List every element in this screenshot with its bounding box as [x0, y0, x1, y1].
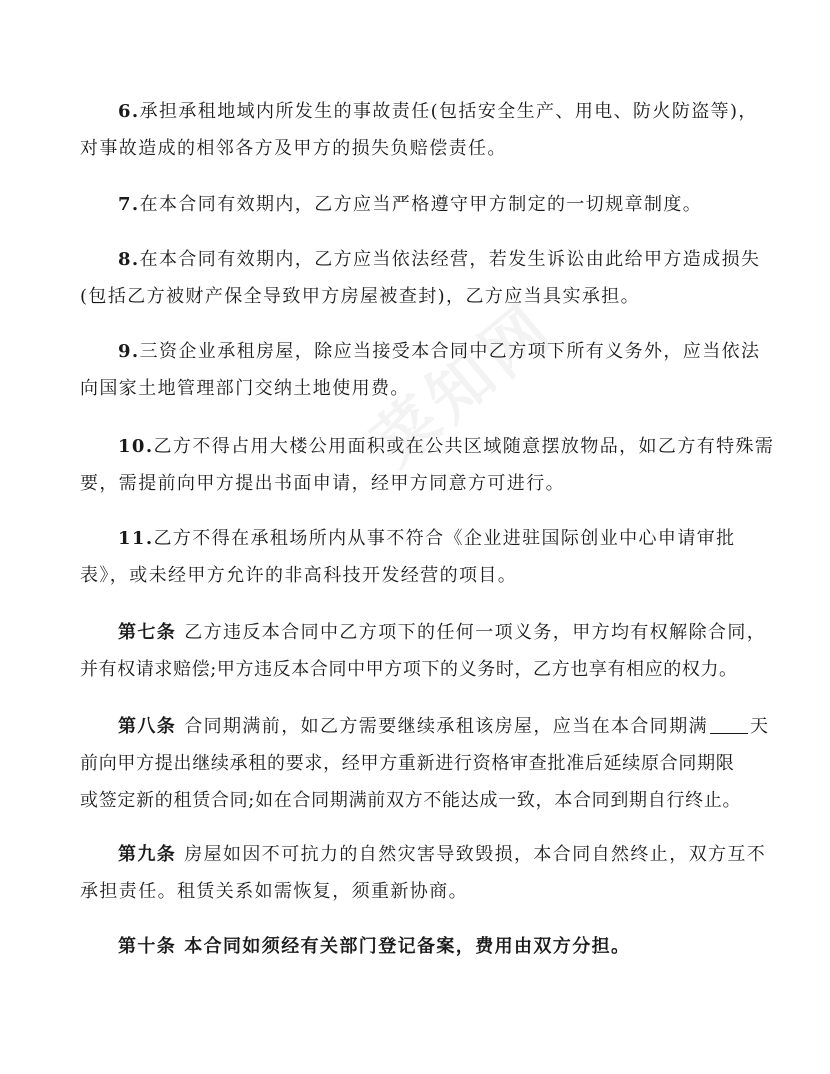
clause-line: [80, 241, 760, 278]
article-text-continued: 前向甲方提出继续承租的要求，经甲方重新进行资格审查批准后延续原合同期限: [80, 753, 735, 774]
clause-text: 乙方不得占用大楼公用面积或在公共区域随意摆放物品，如乙方有特殊需: [153, 436, 775, 457]
article-line: [80, 928, 760, 965]
article-line: [80, 836, 767, 873]
clause-item-7: [80, 186, 760, 223]
article-9: [80, 836, 767, 910]
clause-line: [80, 428, 775, 465]
article-text-continued: 承担责任。租赁关系如需恢复，须重新协商。: [80, 881, 468, 902]
clause-text-continued: 向国家土地管理部门交纳土地使用费。: [80, 378, 410, 399]
article-text-continued: 或签定新的租赁合同;如在合同期满前双方不能达成一致，本合同到期自行终止。: [80, 790, 742, 811]
article-text-suffix: 天: [750, 716, 770, 737]
clause-number: 6.: [118, 101, 140, 122]
clause-text: 在本合同有效期内，乙方应当依法经营，若发生诉讼由此给甲方造成损失: [139, 249, 761, 270]
article-line: [80, 708, 770, 745]
clause-text: 三资企业承租房屋，除应当接受本合同中乙方项下所有义务外，应当依法: [139, 341, 761, 362]
article-text: 乙方违反本合同中乙方项下的任何一项义务，甲方均有权解除合同，: [184, 622, 767, 643]
clause-line: [80, 520, 760, 557]
clause-line: [80, 333, 760, 370]
article-10: [80, 928, 760, 965]
article-text: 合同期满前，如乙方需要继续承租该房屋，应当在本合同期满: [184, 716, 709, 737]
article-heading: 第八条: [118, 716, 177, 737]
clause-item-10: [80, 428, 775, 502]
clause-item-11: [80, 520, 760, 594]
clause-item-9: [80, 333, 760, 407]
clause-number: 8.: [118, 249, 140, 270]
clause-text: 在本合同有效期内，乙方应当严格遵守甲方制定的一切规章制度。: [139, 194, 703, 215]
clause-number: 9.: [118, 341, 140, 362]
clause-item-6: [80, 93, 760, 167]
article-heading: 第九条: [118, 844, 177, 865]
clause-number: 11.: [118, 528, 154, 549]
article-heading: 第十条: [118, 936, 177, 957]
article-7: [80, 614, 767, 688]
clause-text-continued: 对事故造成的相邻各方及甲方的损失负赔偿责任。: [80, 138, 507, 159]
article-text-continued: 并有权请求赔偿;甲方违反本合同中甲方项下的义务时，乙方也享有相应的权力。: [80, 659, 738, 680]
article-text: 本合同如须经有关部门登记备案，费用由双方分担。: [184, 936, 631, 957]
clause-line: [80, 93, 760, 130]
article-8: [80, 708, 770, 819]
blank-days-field[interactable]: [710, 715, 748, 734]
clause-text-continued: 要，需提前向甲方提出书面申请，经甲方同意方可进行。: [80, 473, 565, 494]
clause-number: 10.: [118, 436, 154, 457]
article-text: 房屋如因不可抗力的自然灾害导致毁损，本合同自然终止，双方互不: [184, 844, 767, 865]
clause-line: [80, 186, 760, 223]
article-line: [80, 614, 767, 651]
clause-text: 乙方不得在承租场所内从事不符合《企业进驻国际创业中心申请审批: [153, 528, 736, 549]
clause-number: 7.: [118, 194, 140, 215]
clause-text-continued: 表》，或未经甲方允许的非高科技开发经营的项目。: [80, 565, 518, 586]
clause-item-8: [80, 241, 760, 315]
clause-text: 承担承租地域内所发生的事故责任(包括安全生产、用电、防火防盗等)，: [139, 101, 758, 122]
article-heading: 第七条: [118, 622, 177, 643]
clause-text-continued: (包括乙方被财产保全导致甲方房屋被查封)，乙方应当具实承担。: [80, 286, 641, 307]
